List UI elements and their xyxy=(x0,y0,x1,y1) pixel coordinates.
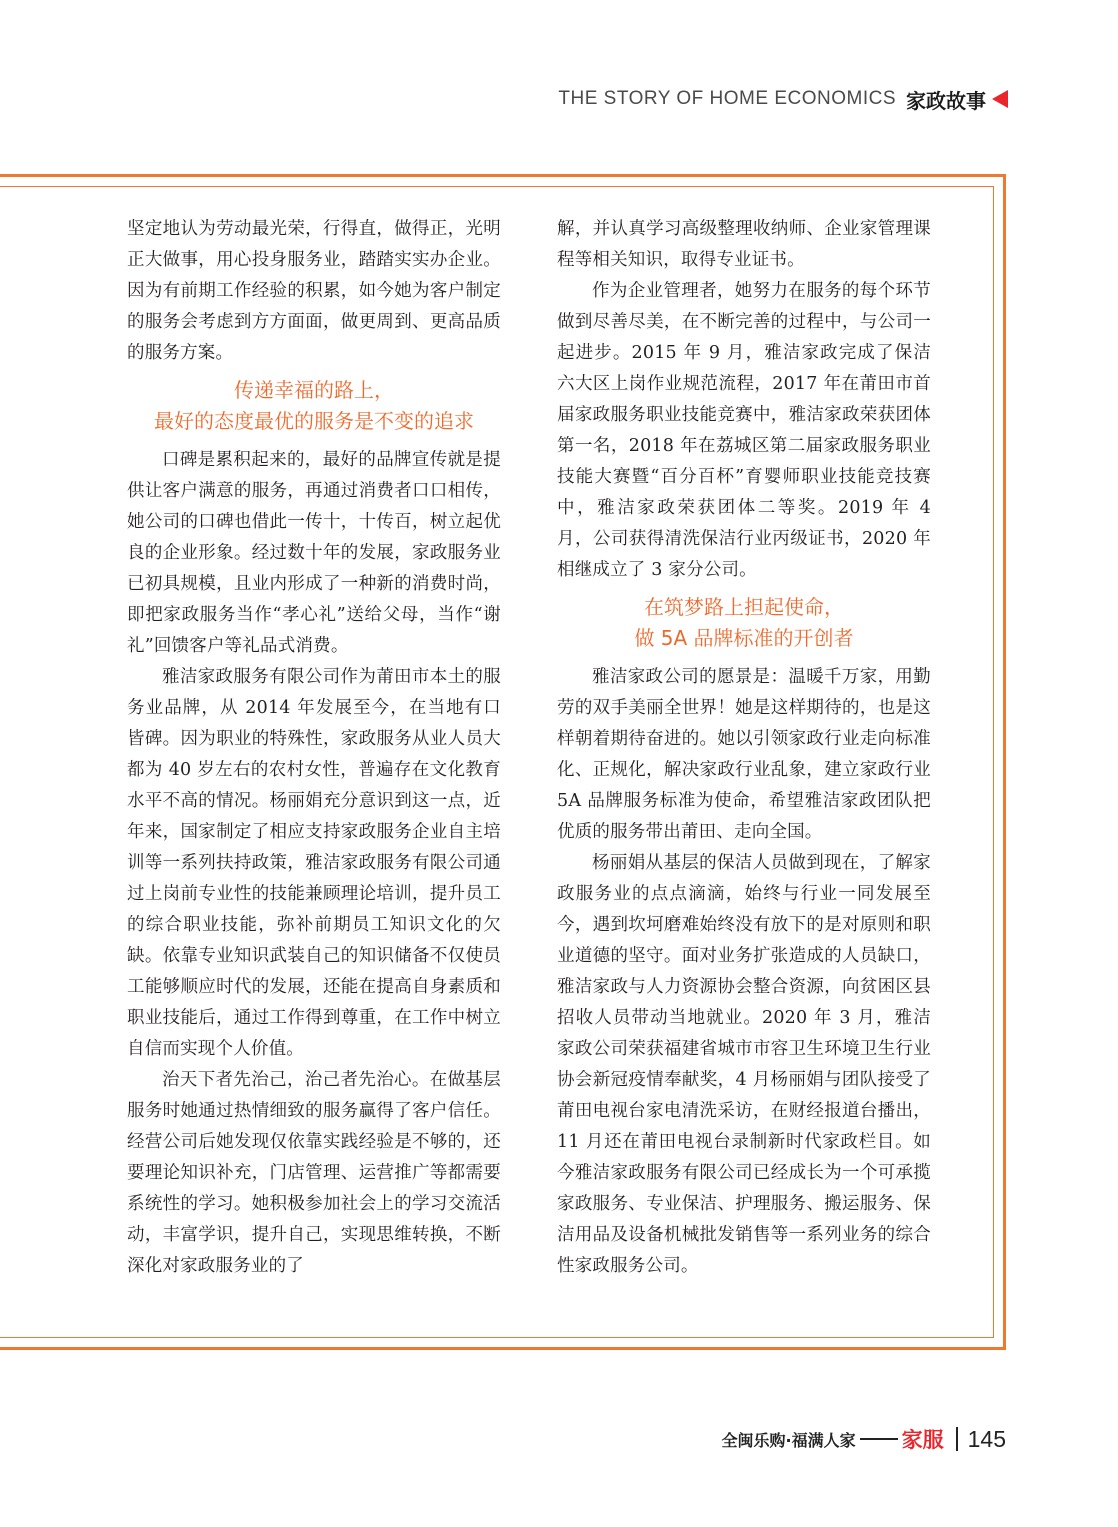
page-footer xyxy=(722,1422,1006,1456)
footer-separator xyxy=(956,1427,958,1451)
footer-slogan: 全闽乐购·福满人家 xyxy=(721,1430,856,1450)
body-paragraph: 解，并认真学习高级整理收纳师、企业家管理课程等相关知识，取得专业证书。 xyxy=(557,219,931,270)
body-paragraph: 杨丽娟从基层的保洁人员做到现在，了解家政服务业的点点滴滴，始终与行业一同发展至今，遇到坎坷磨难始终没有放下的是对原则和职业道德的坚守。面对业务扩张造成的人员缺口，雅洁家政与人力资源协会整合资源，向贫困区县招收人员带动当地就业。2020 年 3 月，雅洁家政公司荣获福建省城市市容卫生环境卫生行业协会新冠疫情奉献奖，4 月杨丽娟与团队接受了莆田电视台家电清洗采访，在财经报道台播出，11 月还在莆田电视台录制新时代家政栏目。如今雅洁家政服务有限公司已经成长为一个可承揽家政服务、专业保洁、护理服务、搬运服务、保洁用品及设备机械批发销售等一系列业务的综合性家政服务公司。 xyxy=(557,853,931,1276)
header-chinese-title: 家政故事 xyxy=(906,88,986,113)
body-paragraph: 雅洁家政公司的愿景是：温暖千万家，用勤劳的双手美丽全世界！她是这样期待的，也是这样朝着期待奋进的。她以引领家政行业走向标准化、正规化，解决家政行业乱象，建立家政行业 5A 品牌服务标准为使命，希望雅洁家政团队把优质的服务带出莆田、走向全国。 xyxy=(557,667,931,842)
body-paragraph: 口碑是累积起来的，最好的品牌宣传就是提供让客户满意的服务，再通过消费者口口相传，她公司的口碑也借此一传十，十传百，树立起优良的企业形象。经过数十年的发展，家政服务业已初具规模，且业内形成了一种新的消费时尚，即把家政服务当作“孝心礼”送给父母，当作“谢礼”回馈客户等礼品式消费。 xyxy=(127,450,501,656)
footer-dash xyxy=(860,1438,898,1440)
section-heading-line: 做 5A 品牌标准的开创者 xyxy=(634,626,854,650)
section-heading-line: 传递幸福的路上， xyxy=(234,378,394,402)
body-paragraph: 雅洁家政服务有限公司作为莆田市本土的服务业品牌，从 2014 年发展至今，在当地有口皆碑。因为职业的特殊性，家政服务从业人员大都为 40 岁左右的农村女性，普遍存在文化教育水平不高的情况。杨丽娟充分意识到这一点，近年来，国家制定了相应支持家政服务企业自主培训等一系列扶持政策，雅洁家政服务有限公司通过上岗前专业性的技能兼顾理论培训，提升员工的综合职业技能，弥补前期员工知识文化的欠缺。依靠专业知识武装自己的知识储备不仅使员工能够顺应时代的发展，还能在提高自身素质和职业技能后，通过工作得到尊重，在工作中树立自信而实现个人价值。 xyxy=(127,667,501,1059)
section-heading xyxy=(127,375,501,437)
body-paragraph: 治天下者先治己，治己者先治心。在做基层服务时她通过热情细致的服务赢得了客户信任。经营公司后她发现仅依靠实践经验是不够的，还要理论知识补充，门店管理、运营推广等都需要系统性的学习。她积极参加社会上的学习交流活动，丰富学识，提升自己，实现思维转换，不断深化对家政服务业的了 xyxy=(127,1070,501,1276)
page-number: 145 xyxy=(967,1425,1006,1452)
section-heading-line: 最好的态度最优的服务是不变的追求 xyxy=(154,409,474,433)
body-paragraph: 作为企业管理者，她努力在服务的每个环节做到尽善尽美，在不断完善的过程中，与公司一起进步。2015 年 9 月，雅洁家政完成了保洁六大区上岗作业规范流程，2017 年在莆田市首届家政服务职业技能竞赛中，雅洁家政荣获团体第一名，2018 年在荔城区第二届家政服务职业技能大赛暨“百分百杯”育婴师职业技能竞技赛中，雅洁家政荣获团体二等奖。2019 年 4 月，公司获得清洗保洁行业丙级证书，2020 年相继成立了 3 家分公司。 xyxy=(557,281,931,580)
red-triangle-icon xyxy=(992,90,1008,108)
right-text-column xyxy=(557,214,931,1282)
left-text-column xyxy=(127,214,501,1282)
section-heading-line: 在筑梦路上担起使命， xyxy=(644,595,844,619)
footer-brand: 家服 xyxy=(901,1428,944,1452)
section-heading xyxy=(557,592,931,654)
header-english-title: THE STORY OF HOME ECONOMICS xyxy=(558,88,896,109)
running-header xyxy=(558,84,1008,114)
body-paragraph: 坚定地认为劳动最光荣，行得直，做得正，光明正大做事，用心投身服务业，踏踏实实办企业。因为有前期工作经验的积累，如今她为客户制定的服务会考虑到方方面面，做更周到、更高品质的服务方案。 xyxy=(127,219,501,363)
